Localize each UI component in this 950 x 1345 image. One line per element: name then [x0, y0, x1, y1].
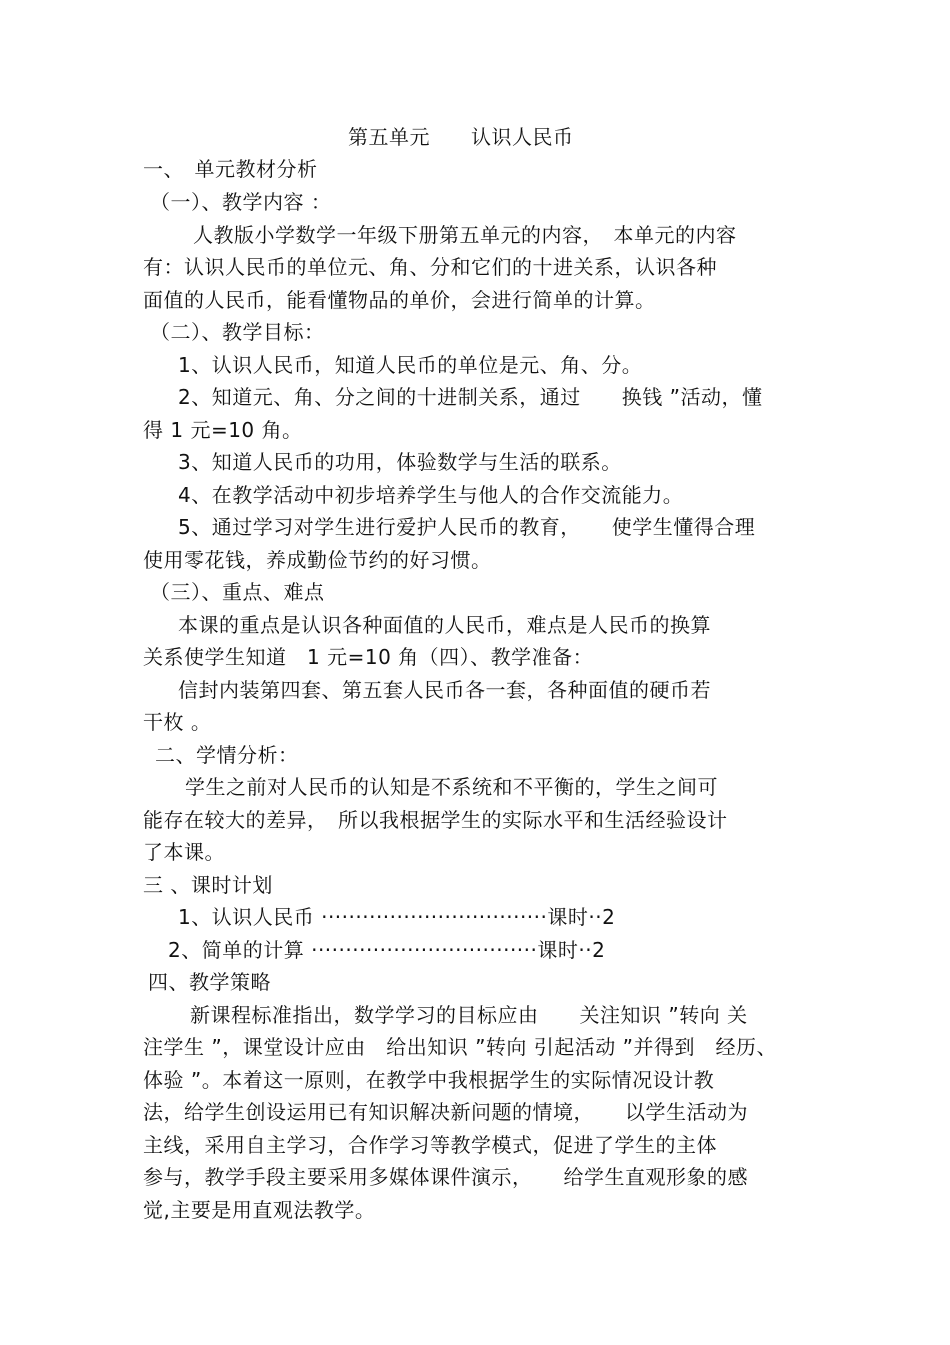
- paragraph-line: 注学生 ”，课堂设计应由 给出知识 ”转向 引起活动 ”并得到 经历、: [143, 1035, 778, 1059]
- schedule-row: 2、简单的计算 ·································课时··2: [168, 938, 606, 962]
- paragraph-line: 体验 ”。本着这一原则，在教学中我根据学生的实际情况设计教: [143, 1068, 715, 1092]
- page-title: 第五单元 认识人民币: [348, 125, 574, 149]
- list-item: 5、通过学习对学生进行爱护人民币的教育， 使学生懂得合理: [178, 515, 756, 539]
- paragraph-line: 参与，教学手段主要采用多媒体课件演示， 给学生直观形象的感: [143, 1165, 748, 1189]
- paragraph-line: 信封内装第四套、第五套人民币各一套，各种面值的硬币若: [178, 678, 711, 702]
- section-heading-1: 一、 单元教材分析: [143, 157, 318, 181]
- paragraph-line: 觉,主要是用直观法教学。: [143, 1198, 376, 1222]
- list-item: 1、认识人民币，知道人民币的单位是元、角、分。: [178, 353, 643, 377]
- paragraph-line: 面值的人民币，能看懂物品的单价，会进行简单的计算。: [143, 288, 656, 312]
- paragraph-line: 有：认识人民币的单位元、角、分和它们的十进关系，认识各种: [143, 255, 717, 279]
- list-item: 4、在教学活动中初步培养学生与他人的合作交流能力。: [178, 483, 684, 507]
- paragraph-line: 人教版小学数学一年级下册第五单元的内容， 本单元的内容: [193, 223, 737, 247]
- paragraph-line: 法，给学生创设运用已有知识解决新问题的情境， 以学生活动为: [143, 1100, 748, 1124]
- paragraph-line: 干枚 。: [143, 710, 212, 734]
- paragraph-line: 关系使学生知道 1 元=10 角（四）、教学准备：: [143, 645, 594, 669]
- paragraph-line: 主线，采用自主学习，合作学习等教学模式，促进了学生的主体: [143, 1133, 717, 1157]
- subsection-heading: （三）、重点、难点: [150, 580, 325, 604]
- list-item: 3、知道人民币的功用，体验数学与生活的联系。: [178, 450, 622, 474]
- subsection-heading: （一）、教学内容 ：: [150, 190, 332, 214]
- list-item-continuation: 使用零花钱，养成勤俭节约的好习惯。: [143, 548, 492, 572]
- schedule-row: 1、认识人民币 ·································课时··2: [178, 905, 616, 929]
- paragraph-line: 了本课。: [143, 840, 225, 864]
- paragraph-line: 本课的重点是认识各种面值的人民币，难点是人民币的换算: [178, 613, 711, 637]
- paragraph-line: 能存在较大的差异， 所以我根据学生的实际水平和生活经验设计: [143, 808, 728, 832]
- section-heading-4: 四、教学策略: [148, 970, 271, 994]
- list-item: 2、知道元、角、分之间的十进制关系，通过 换钱 ”活动，懂: [178, 385, 763, 409]
- subsection-heading: （二）、教学目标：: [150, 320, 325, 344]
- paragraph-line: 新课程标准指出，数学学习的目标应由 关注知识 ”转向 关: [190, 1003, 748, 1027]
- list-item-continuation: 得 1 元=10 角。: [143, 418, 303, 442]
- section-heading-2: 二、学情分析：: [155, 743, 299, 767]
- section-heading-3: 三 、课时计划: [143, 873, 273, 897]
- paragraph-line: 学生之前对人民币的认知是不系统和不平衡的，学生之间可: [185, 775, 718, 799]
